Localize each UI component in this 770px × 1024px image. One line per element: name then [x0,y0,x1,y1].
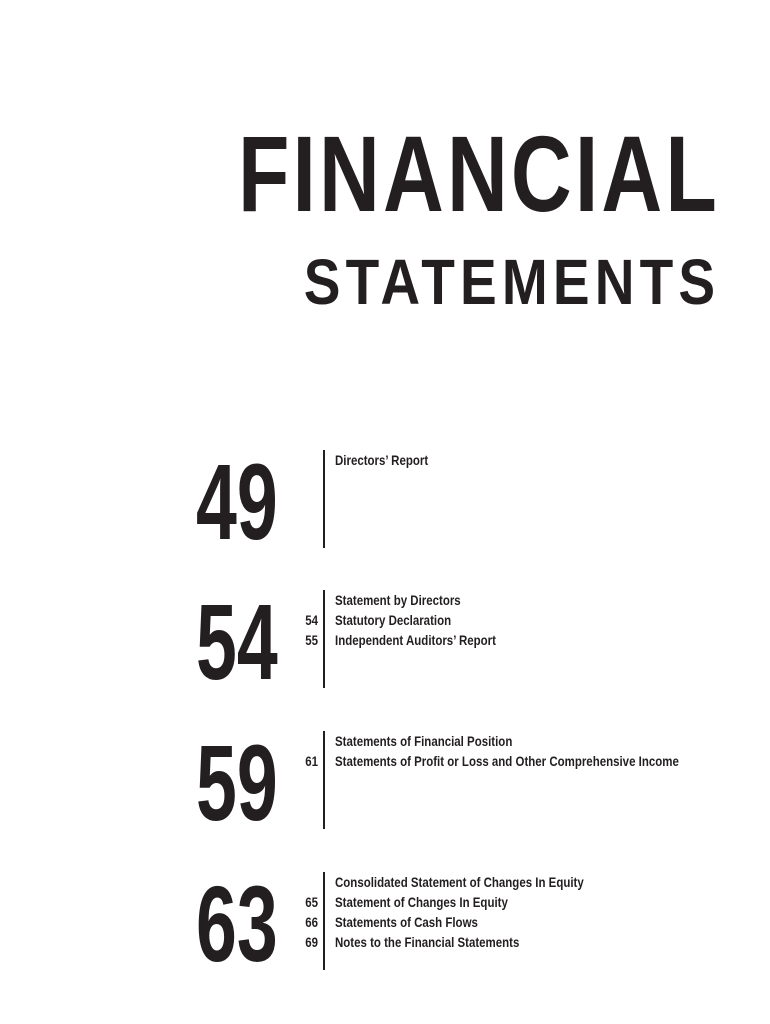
entry-list [335,590,531,650]
contents-section-59 [0,722,770,843]
divider [323,450,325,548]
page-title: FINANCIAL [238,113,720,234]
sub-page-number: 65 [305,894,318,910]
sub-page-list [298,610,318,650]
entry-financial-position[interactable]: Statements of Financial Position [335,733,513,749]
entry-cash-flows[interactable]: Statements of Cash Flows [335,914,478,930]
sub-page-number: 69 [305,934,318,950]
sub-page-list [298,892,318,952]
contents-section-49 [0,441,770,562]
sub-page-number: 54 [305,612,318,628]
divider [323,590,325,688]
section-page-number: 49 [196,441,278,562]
sub-page-number: 61 [305,753,318,769]
contents-section-63 [0,863,770,984]
sub-page-number: 66 [305,914,318,930]
contents-section-54 [0,581,770,702]
entry-list [335,731,754,771]
section-page-number: 63 [196,863,278,984]
divider [323,872,325,970]
entry-statutory-declaration[interactable]: Statutory Declaration [335,612,452,628]
entry-list [335,450,449,470]
section-page-number: 59 [196,722,278,843]
entry-changes-in-equity[interactable]: Statement of Changes In Equity [335,894,508,910]
divider [323,731,325,829]
entry-list [335,872,638,952]
entry-independent-auditors-report[interactable]: Independent Auditors’ Report [335,632,496,648]
page-subtitle: STATEMENTS [303,246,720,318]
sub-page-number: 55 [305,632,318,648]
entry-profit-or-loss[interactable]: Statements of Profit or Loss and Other Comprehensive Income [335,753,679,769]
entry-statement-by-directors[interactable]: Statement by Directors [335,592,461,608]
section-page-number: 54 [196,581,278,702]
entry-directors-report[interactable]: Directors’ Report [335,452,429,468]
entry-consolidated-changes-in-equity[interactable]: Consolidated Statement of Changes In Equity [335,874,584,890]
sub-page-list [298,751,318,771]
entry-notes[interactable]: Notes to the Financial Statements [335,934,520,950]
